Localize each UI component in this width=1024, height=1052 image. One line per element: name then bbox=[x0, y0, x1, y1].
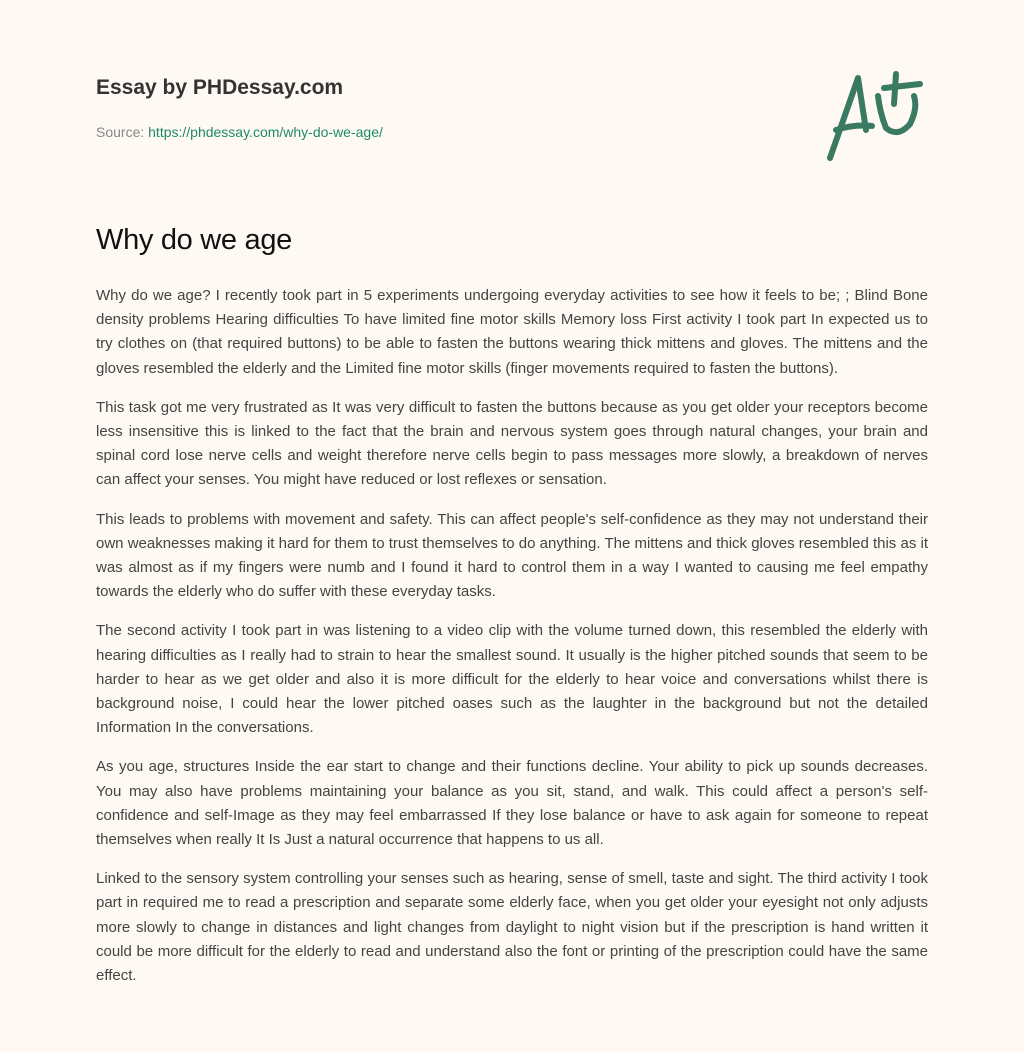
paragraph: The second activity I took part in was listening to a video clip with the volume turned down, this resembled the elderly with hearing difficulties as I really had to strain to hear the smallest sound. It usually is the higher pitched sounds that seem to be harder to hear as we get older and also it is more difficult for the elderly to hear voice and conversations whilst there is background noise, I could hear the lower pitched oases such as the laughter in the background but not the detailed Information In the conversations. bbox=[96, 622, 928, 737]
paragraph: Why do we age? I recently took part in 5 experiments undergoing everyday activities to see how it feels to be; ; Blind Bone density problems Hearing difficulties To have limited fine motor skills Memory loss First activity I took part In expected us to try clothes on (that required buttons) to be able to fasten the buttons wearing thick mittens and gloves. The mittens and the gloves resembled the elderly and the Limited fine motor skills (finger movements required to fasten the buttons). bbox=[96, 287, 928, 377]
source-line bbox=[96, 124, 383, 140]
essay-body bbox=[96, 284, 928, 1003]
site-brand: Essay by PHDessay.com bbox=[96, 76, 344, 99]
a-plus-logo-icon bbox=[820, 68, 930, 168]
source-link[interactable]: https://phdessay.com/why-do-we-age/ bbox=[148, 124, 383, 140]
paragraph: This leads to problems with movement and safety. This can affect people's self-confidence as they may not understand their own weaknesses making it hard for them to trust themselves to do anything. The mittens and thick gloves resembled this as it was almost as if my fingers were numb and I found it hard to control them in a way I wanted to causing me feel empathy towards the elderly who do suffer with these everyday tasks. bbox=[96, 510, 928, 601]
paragraph: Linked to the sensory system controlling your senses such as hearing, sense of smell, taste and sight. The third activity I took part in required me to read a prescription and separate some elderly face, when you get older your eyesight not only adjusts more slowly to change in distances and light changes from daylight to night vision but if the prescription is hand written it could be more difficult for the elderly to read and understand also the font or printing of the prescription could have the same effect. bbox=[96, 870, 928, 985]
source-label: Source: bbox=[96, 124, 145, 140]
paragraph: This task got me very frustrated as It was very difficult to fasten the buttons because as you get older your receptors become less insensitive this is linked to the fact that the brain and nervous system goes through natural changes, your brain and spinal cord lose nerve cells and weight therefore nerve cells begin to pass messages more slowly, a breakdown of nerves can affect your senses. You might have reduced or lost reflexes or sensation. bbox=[96, 398, 928, 489]
essay-title: Why do we age bbox=[96, 224, 292, 256]
paragraph: As you age, structures Inside the ear start to change and their functions decline. Your ability to pick up sounds decreases. You may also have problems maintaining your balance as you sit, stand, and walk. This could affect a person's self-confidence and self-Image as they may feel embarrassed If they lose balance or have to ask again for someone to repeat themselves when really It Is Just a natural occurrence that happens to us all. bbox=[96, 758, 928, 849]
